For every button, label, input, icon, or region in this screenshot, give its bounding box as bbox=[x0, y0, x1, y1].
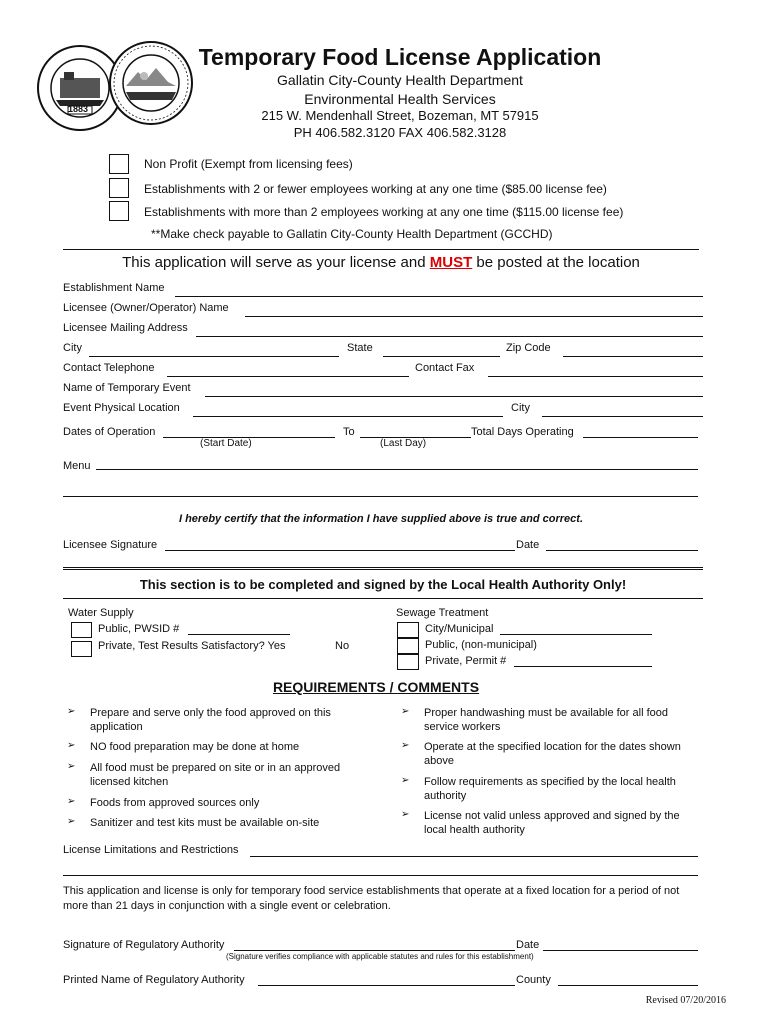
fee-nonprofit-label: Non Profit (Exempt from licensing fees) bbox=[144, 157, 353, 171]
requirements-title: REQUIREMENTS / COMMENTS bbox=[272, 679, 480, 695]
water-private-label: Private, Test Results Satisfactory? Yes bbox=[98, 640, 286, 652]
bullet-arrow-icon: ➢ bbox=[67, 706, 76, 717]
sewage-private-label: Private, Permit # bbox=[425, 655, 507, 667]
regulatory-date-label: Date bbox=[516, 939, 540, 951]
menu-field-2[interactable] bbox=[63, 496, 698, 497]
sewage-city-checkbox[interactable] bbox=[397, 622, 419, 638]
limitations-field-1[interactable] bbox=[250, 856, 698, 857]
department-name: Gallatin City-County Health Department bbox=[277, 72, 523, 88]
bullet-arrow-icon: ➢ bbox=[401, 740, 410, 751]
bullet-arrow-icon: ➢ bbox=[401, 775, 410, 786]
county-seal bbox=[108, 40, 194, 126]
req-left-1: ➢ Prepare and serve only the food approved on this application bbox=[67, 706, 331, 733]
req-right-1: ➢ Proper handwashing must be available for all food service workers bbox=[401, 706, 668, 733]
regulatory-name-field[interactable] bbox=[258, 985, 515, 986]
section-divider bbox=[63, 567, 703, 570]
city-label: City bbox=[63, 342, 82, 354]
disclaimer-text: This application and license is only for temporary food service establishments that operate at a fixed location for a period of not more than 21 days in conjunction with a single event or celebration. bbox=[63, 885, 680, 912]
notice-must: MUST bbox=[429, 254, 473, 271]
water-public-checkbox[interactable] bbox=[71, 622, 92, 638]
regulatory-name-label: Printed Name of Regulatory Authority bbox=[63, 974, 245, 986]
bullet-arrow-icon: ➢ bbox=[67, 796, 76, 807]
sewage-title: Sewage Treatment bbox=[396, 607, 489, 619]
fee-small-checkbox[interactable] bbox=[109, 178, 129, 198]
water-private-checkbox[interactable] bbox=[71, 641, 92, 657]
regulatory-date-field[interactable] bbox=[543, 950, 698, 951]
event-label: Name of Temporary Event bbox=[63, 382, 191, 394]
fee-large-label: Establishments with more than 2 employees working at any one time ($115.00 license fee) bbox=[144, 205, 624, 219]
form-title: Temporary Food License Application bbox=[198, 44, 602, 70]
event-city-label: City bbox=[511, 402, 530, 414]
water-supply-title: Water Supply bbox=[68, 607, 134, 619]
city-seal-year: 1883 bbox=[68, 104, 89, 114]
total-days-field[interactable] bbox=[583, 437, 698, 438]
regulatory-signature-field[interactable] bbox=[234, 950, 515, 951]
fax-label: Contact Fax bbox=[415, 362, 475, 374]
check-note: **Make check payable to Gallatin City-County Health Department (GCCHD) bbox=[151, 227, 553, 241]
division-name: Environmental Health Services bbox=[304, 91, 496, 107]
notice-pre: This application will serve as your license and bbox=[122, 254, 430, 271]
zip-field[interactable] bbox=[563, 356, 703, 357]
licensee-label: Licensee (Owner/Operator) Name bbox=[63, 302, 229, 314]
licensee-signature-field[interactable] bbox=[165, 550, 515, 551]
fee-small-label: Establishments with 2 or fewer employees working at any one time ($85.00 license fee) bbox=[144, 182, 607, 196]
bullet-arrow-icon: ➢ bbox=[67, 816, 76, 827]
menu-label: Menu bbox=[63, 460, 91, 472]
license-notice bbox=[63, 254, 699, 271]
licensee-signature-label: Licensee Signature bbox=[63, 539, 158, 551]
dates-label: Dates of Operation bbox=[63, 426, 156, 438]
menu-field-1[interactable] bbox=[96, 469, 698, 470]
notice-post: be posted at the location bbox=[472, 254, 640, 271]
limitations-field-2[interactable] bbox=[63, 875, 698, 876]
req-left-3: ➢ All food must be prepared on site or in an approved licensed kitchen bbox=[67, 761, 341, 788]
limitations-label: License Limitations and Restrictions bbox=[63, 844, 239, 856]
sewage-public-checkbox[interactable] bbox=[397, 638, 419, 654]
city-field[interactable] bbox=[89, 356, 339, 357]
divider bbox=[63, 249, 699, 250]
county-label: County bbox=[516, 974, 551, 986]
event-location-label: Event Physical Location bbox=[63, 402, 180, 414]
fee-large-checkbox[interactable] bbox=[109, 201, 129, 221]
event-location-field[interactable] bbox=[193, 416, 503, 417]
bullet-arrow-icon: ➢ bbox=[67, 740, 76, 751]
sewage-city-field[interactable] bbox=[500, 634, 652, 635]
start-date-hint: (Start Date) bbox=[200, 438, 252, 449]
revised-date: Revised 07/20/2016 bbox=[645, 995, 726, 1006]
permit-field[interactable] bbox=[514, 666, 652, 667]
mailing-field[interactable] bbox=[196, 336, 703, 337]
fee-nonprofit-checkbox[interactable] bbox=[109, 154, 129, 174]
regulatory-signature-label: Signature of Regulatory Authority bbox=[63, 939, 225, 951]
sewage-private-checkbox[interactable] bbox=[397, 654, 419, 670]
state-field[interactable] bbox=[383, 356, 500, 357]
establishment-label: Establishment Name bbox=[63, 282, 165, 294]
mailing-label: Licensee Mailing Address bbox=[63, 322, 188, 334]
address: 215 W. Mendenhall Street, Bozeman, MT 57915 bbox=[261, 108, 539, 123]
req-left-2: ➢ NO food preparation may be done at home bbox=[67, 740, 300, 753]
certification-text: I hereby certify that the information I have supplied above is true and correct. bbox=[178, 513, 584, 525]
pwsid-field[interactable] bbox=[188, 634, 290, 635]
licensee-field[interactable] bbox=[245, 316, 703, 317]
event-field[interactable] bbox=[205, 396, 703, 397]
water-private-no: No bbox=[335, 640, 350, 652]
signature-date-label: Date bbox=[516, 539, 540, 551]
last-day-hint: (Last Day) bbox=[380, 438, 427, 449]
req-right-2: ➢ Operate at the specified location for the dates shown above bbox=[401, 740, 681, 767]
establishment-field[interactable] bbox=[175, 296, 703, 297]
to-label: To bbox=[343, 426, 355, 438]
bullet-arrow-icon: ➢ bbox=[401, 809, 410, 820]
phone-label: Contact Telephone bbox=[63, 362, 155, 374]
fax-field[interactable] bbox=[488, 376, 703, 377]
phone-field[interactable] bbox=[167, 376, 409, 377]
authority-box bbox=[63, 598, 703, 599]
total-days-label: Total Days Operating bbox=[471, 426, 574, 438]
bullet-arrow-icon: ➢ bbox=[401, 706, 410, 717]
sewage-public-label: Public, (non-municipal) bbox=[425, 639, 537, 651]
req-right-4: ➢ License not valid unless approved and signed by the local health authority bbox=[401, 809, 680, 836]
phone-fax: PH 406.582.3120 FAX 406.582.3128 bbox=[293, 125, 507, 140]
regulatory-signature-note: (Signature verifies compliance with applicable statutes and rules for this establishment) bbox=[226, 952, 534, 961]
state-label: State bbox=[347, 342, 373, 354]
event-city-field[interactable] bbox=[542, 416, 703, 417]
req-left-5: ➢ Sanitizer and test kits must be available on-site bbox=[67, 816, 320, 829]
sewage-city-label: City/Municipal bbox=[425, 623, 494, 635]
req-left-4: ➢ Foods from approved sources only bbox=[67, 796, 260, 809]
water-public-label: Public, PWSID # bbox=[98, 623, 180, 635]
signature-date-field[interactable] bbox=[546, 550, 698, 551]
bullet-arrow-icon: ➢ bbox=[67, 761, 76, 772]
zip-label: Zip Code bbox=[506, 342, 551, 354]
authority-header: This section is to be completed and signed by the Local Health Authority Only! bbox=[139, 577, 627, 592]
req-right-3: ➢ Follow requirements as specified by the local health authority bbox=[401, 775, 676, 802]
county-field[interactable] bbox=[558, 985, 698, 986]
